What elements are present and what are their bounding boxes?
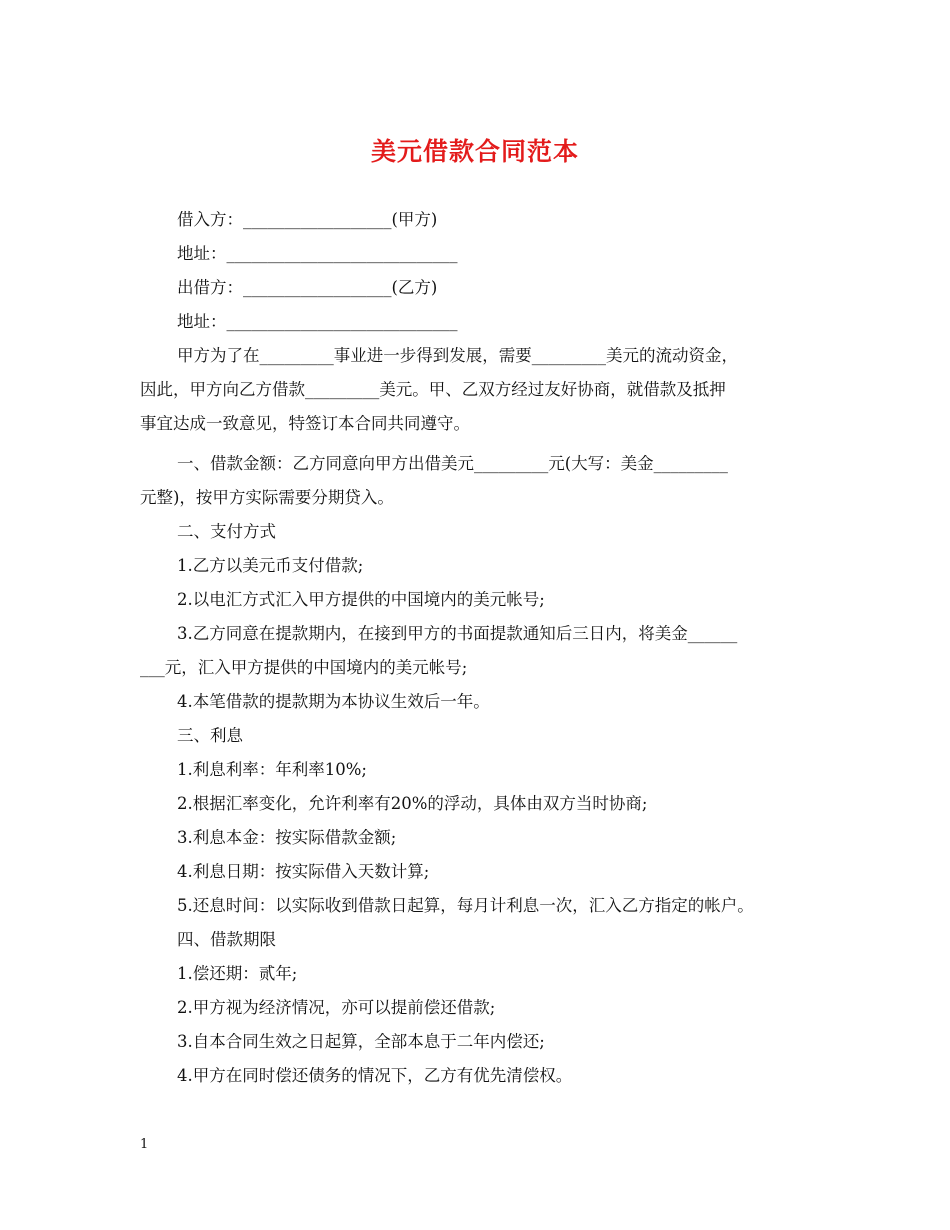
section-2-item-2: 2.以电汇方式汇入甲方提供的中国境内的美元帐号; [177, 590, 545, 609]
section-3-heading: 三、利息 [177, 726, 243, 745]
section-4-item-2: 2.甲方视为经济情况，亦可以提前偿还借款; [177, 998, 496, 1017]
preamble-line-1: 甲方为了在_________事业进一步得到发展，需要_________美元的流动资金， [177, 346, 738, 365]
clause-1-line-2: 元整)，按甲方实际需要分期贷入。 [140, 488, 394, 507]
section-3-item-1: 1.利息利率：年利率10%; [177, 760, 367, 779]
section-3-item-5: 5.还息时间：以实际收到借款日起算，每月计利息一次，汇入乙方指定的帐户。 [177, 896, 754, 915]
section-3-item-4: 4.利息日期：按实际借入天数计算; [177, 862, 430, 881]
section-4-item-1: 1.偿还期：贰年; [177, 964, 298, 983]
preamble-line-3: 事宜达成一致意见，特签订本合同共同遵守。 [140, 414, 470, 433]
lender-address-line: 地址：____________________________ [177, 312, 458, 331]
page-number: 1 [140, 1137, 149, 1152]
section-2-item-4: 4.本笔借款的提款期为本协议生效后一年。 [177, 692, 490, 711]
section-3-item-3: 3.利息本金：按实际借款金额; [177, 828, 397, 847]
section-2-heading: 二、支付方式 [177, 522, 276, 541]
section-4-heading: 四、借款期限 [177, 930, 276, 949]
document-title: 美元借款合同范本 [370, 137, 579, 166]
section-4-item-4: 4.甲方在同时偿还债务的情况下，乙方有优先清偿权。 [177, 1066, 573, 1085]
borrower-address-line: 地址：____________________________ [177, 244, 458, 263]
section-3-item-2: 2.根据汇率变化，允许利率有20%的浮动，具体由双方当时协商; [177, 794, 648, 813]
section-2-item-1: 1.乙方以美元币支付借款; [177, 556, 364, 575]
section-4-item-3: 3.自本合同生效之日起算，全部本息于二年内偿还; [177, 1032, 545, 1051]
section-2-item-3-line-1: 3.乙方同意在提款期内，在接到甲方的书面提款通知后三日内，将美金______ [177, 624, 738, 643]
section-2-item-3-line-2: ___元，汇入甲方提供的中国境内的美元帐号; [140, 658, 468, 677]
lender-line: 出借方：__________________(乙方) [177, 278, 438, 297]
borrower-line: 借入方：__________________(甲方) [177, 210, 438, 229]
preamble-line-2: 因此，甲方向乙方借款_________美元。甲、乙双方经过友好协商，就借款及抵押 [140, 380, 726, 399]
clause-1-line-1: 一、借款金额：乙方同意向甲方出借美元_________元(大写：美金_________ [177, 454, 728, 473]
